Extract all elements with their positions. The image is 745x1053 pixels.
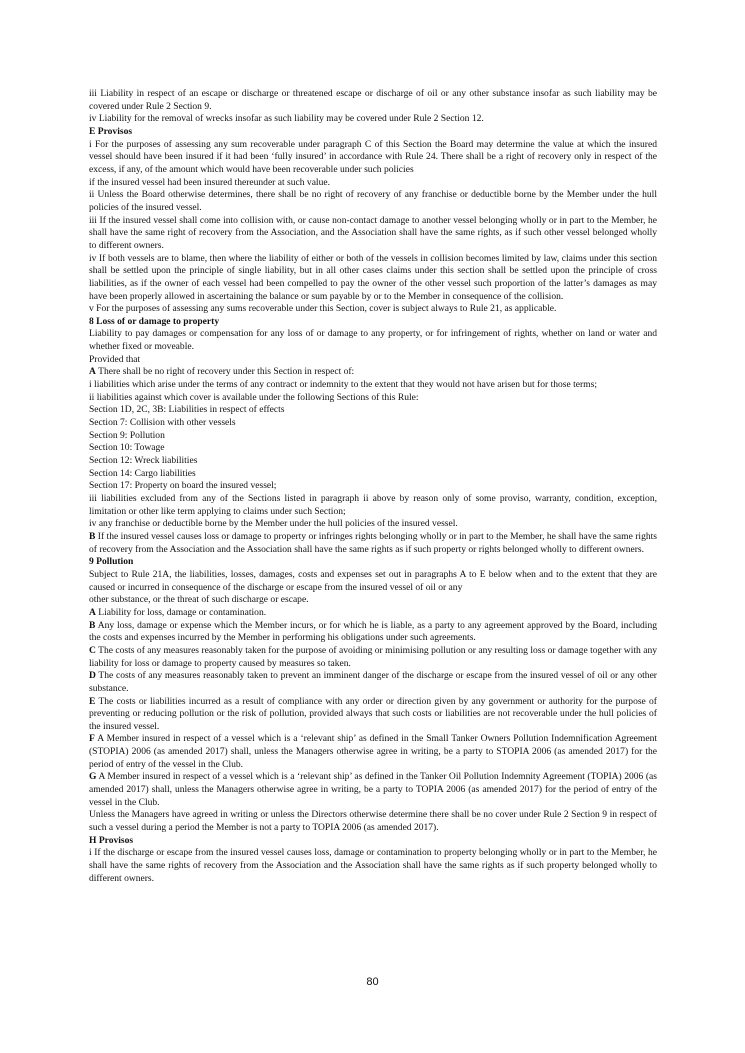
paragraph-text: The costs of any measures reasonably taken to prevent an imminent danger of the discharge or escape from the insured vessel of oil or any other substance. bbox=[89, 670, 657, 694]
section-list-item: Section 12: Wreck liabilities bbox=[89, 455, 198, 467]
paragraph-text: The costs of any measures reasonably taken for the purpose of avoiding or minimising pollution or any resulting loss or damage together with any liability for loss or damage to property caused by measures so taken. bbox=[89, 644, 657, 669]
section-9-paragraph bbox=[89, 733, 657, 771]
proviso-item: v For the purposes of assessing any sums recoverable under this Section, cover is subject always to Rule 21, as applicable. bbox=[89, 303, 557, 315]
section-8-heading: 8 Loss of or damage to property bbox=[89, 315, 220, 327]
section-list-item: Section 1D, 2C, 3B: Liabilities in respect of effects bbox=[89, 404, 285, 416]
paragraph-label: B bbox=[89, 619, 96, 631]
section-9-paragraph bbox=[89, 670, 657, 695]
paragraph-text: A Member insured in respect of a vessel which is a ‘relevant ship’ as defined in the Small Tanker Owners Pollution Indemnification Agreement (STOPIA) 2006 (as amended 2017) shall, unless the Managers otherwise agree in writing, be a party to STOPIA 2006 (as amended 2017) for the period of entry of the vessel in the Club. bbox=[89, 733, 657, 770]
proviso-item: iii If the insured vessel shall come into collision with, or cause non-contact damage to another vessel belonging wholly or in part to the Member, he shall have the same right of recovery from the Association, and the Association shall have the same rights, as if such other vessel belonged wholly to different owners. bbox=[89, 214, 657, 251]
provisos-e-heading: E Provisos bbox=[89, 125, 133, 137]
document-body bbox=[89, 88, 657, 885]
section-list-item: Section 9: Pollution bbox=[89, 429, 165, 441]
section-list-item: Section 17: Property on board the insured vessel; bbox=[89, 480, 277, 492]
section-8-a-item: iv any franchise or deductible borne by the Member under the hull policies of the insured vessel. bbox=[89, 518, 458, 530]
paragraph-label: G bbox=[89, 771, 97, 783]
paragraph-label: B bbox=[89, 530, 96, 542]
section-9-intro-cont: other substance, or the threat of such discharge or escape. bbox=[89, 594, 309, 606]
section-9-intro: Subject to Rule 21A, the liabilities, losses, damages, costs and expenses set out in paragraphs A to E below when and to the extent that they are caused or incurred in consequence of the discharge or escape from the insured vessel of oil or any bbox=[89, 568, 657, 593]
paragraph-text: There shall be no right of recovery under this Section in respect of: bbox=[95, 366, 355, 378]
section-9-unless: Unless the Managers have agreed in writing or unless the Directors otherwise determine there shall be no cover under Rule 2 Section 9 in respect of such a vessel during a period the Member is not a party to TOPIA 2006 (as amended 2017). bbox=[89, 809, 657, 834]
intro-item: iv Liability for the removal of wrecks insofar as such liability may be covered under Rule 2 Section 12. bbox=[89, 113, 484, 125]
section-8-a-item: iii liabilities excluded from any of the Sections listed in paragraph ii above by reason only of some proviso, warranty, condition, exception, limitation or other like term applying to claims under such Section; bbox=[89, 493, 657, 517]
section-9-paragraph bbox=[89, 771, 657, 809]
section-9-paragraph bbox=[89, 645, 657, 670]
section-8-provided: Provided that bbox=[89, 353, 141, 365]
section-list-item: Section 14: Cargo liabilities bbox=[89, 467, 196, 479]
page-number: 80 bbox=[366, 976, 379, 988]
paragraph-label: A bbox=[89, 366, 96, 378]
provisos-h-heading: H Provisos bbox=[89, 834, 134, 846]
proviso-item: ii Unless the Board otherwise determines, there shall be no right of recovery of any franchise or deductible borne by the Member under the hull policies of the insured vessel. bbox=[89, 189, 657, 213]
proviso-item: i For the purposes of assessing any sum recoverable under paragraph C of this Section the Board may determine the value at which the insured vessel should have been insured if it had been ‘fully insured’ in accordance with Rule 24. There shall be a right of recovery only in respect of the excess, if any, of the amount which would have been recoverable under such policies bbox=[89, 138, 657, 175]
paragraph-label: A bbox=[89, 606, 96, 618]
section-9-heading: 9 Pollution bbox=[89, 556, 134, 568]
section-list-item: Section 10: Towage bbox=[89, 442, 165, 454]
intro-item: iii Liability in respect of an escape or discharge or threatened escape or discharge of oil or any other substance insofar as such liability may be covered under Rule 2 Section 9. bbox=[89, 88, 657, 112]
paragraph-text: Liability for loss, damage or contamination. bbox=[95, 606, 267, 618]
paragraph-text: The costs or liabilities incurred as a result of compliance with any order or direction given by any government or authority for the purpose of preventing or reducing pollution or the risk of pollution, provided always that such costs or liabilities are not recoverable under the hull policies of the insured vessel. bbox=[89, 695, 657, 732]
paragraph-text: Any loss, damage or expense which the Member incurs, or for which he is liable, as a party to any agreement approved by the Board, including the costs and expenses incurred by the Member in performing his obligations under such agreements. bbox=[89, 619, 657, 644]
section-8-a-item: ii liabilities against which cover is available under the following Sections of this Rule: bbox=[89, 391, 419, 403]
paragraph-text: If the insured vessel causes loss or damage to property or infringes rights belonging wholly or in part to the Member, he shall have the same rights of recovery from the Association and the Association shall have the same rights as if such property or rights belonged wholly to different owners. bbox=[89, 530, 657, 555]
section-8-paragraph-a bbox=[89, 366, 657, 379]
paragraph-text: A Member insured in respect of a vessel which is a ‘relevant ship’ as defined in the Tanker Oil Pollution Indemnity Agreement (TOPIA) 2006 (as amended 2017) shall, unless the Managers otherwise agree in writing, be a party to TOPIA 2006 (as amended 2017) for the period of entry of the vessel in the Club. bbox=[89, 771, 657, 808]
proviso-item: if the insured vessel had been insured thereunder at such value. bbox=[89, 176, 330, 188]
section-8-a-item: i liabilities which arise under the terms of any contract or indemnity to the extent that they would not have arisen but for those terms; bbox=[89, 379, 597, 391]
paragraph-label: F bbox=[89, 733, 95, 745]
section-list-item: Section 7: Collision with other vessels bbox=[89, 417, 236, 429]
paragraph-label: C bbox=[89, 644, 96, 656]
section-9-paragraph bbox=[89, 620, 657, 645]
section-9-paragraph bbox=[89, 696, 657, 734]
proviso-item: i If the discharge or escape from the insured vessel causes loss, damage or contamination to property belonging wholly or in part to the Member, he shall have the same rights of recovery from the Association and the Association shall have the same rights as if such property belonged wholly to different owners. bbox=[89, 847, 657, 884]
section-8-body: Liability to pay damages or compensation for any loss of or damage to any property, or for infringement of rights, whether on land or water and whether fixed or moveable. bbox=[89, 328, 657, 353]
paragraph-label: E bbox=[89, 695, 96, 707]
section-8-paragraph-b bbox=[89, 531, 657, 556]
proviso-item: iv If both vessels are to blame, then where the liability of either or both of the vessels in collision becomes limited by law, claims under this section shall be settled upon the principle of single liability, but in all other cases claims under this section shall be settled upon the principle of cross liabilities, as if the owner of each vessel had been compelled to pay the owner of the other vessel such proportion of the latter’s damages as may have been properly allowed in ascertaining the balance or sum payable by or to the Member in consequence of the collision. bbox=[89, 252, 657, 302]
paragraph-label: D bbox=[89, 670, 96, 682]
section-9-paragraph bbox=[89, 607, 657, 620]
